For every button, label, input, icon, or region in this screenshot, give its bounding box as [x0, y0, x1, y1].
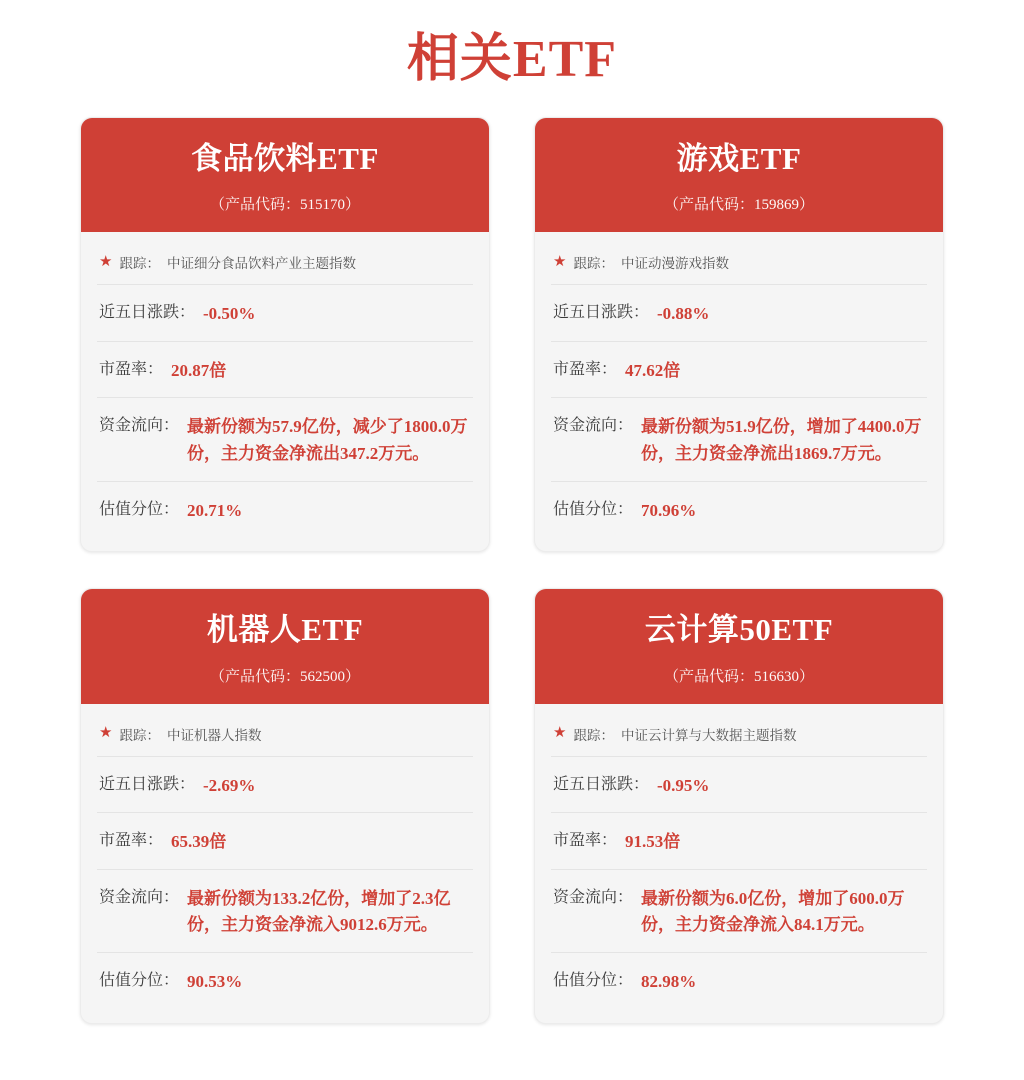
etf-track-value: 中证细分食品饮料产业主题指数: [166, 256, 356, 272]
etf-change-label: 近五日涨跌：: [553, 304, 650, 322]
etf-pe-row: [97, 342, 473, 399]
etf-track-row: [551, 710, 927, 757]
etf-valuation-row: [551, 953, 927, 1009]
etf-card[interactable]: [534, 117, 944, 552]
etf-pe-value: 47.62倍: [625, 360, 681, 380]
etf-code: （产品代码：562500）: [209, 668, 360, 685]
etf-valuation-value: 20.71%: [187, 500, 243, 520]
etf-flow-label: 资金流向：: [553, 417, 634, 435]
etf-flow-row: [551, 870, 927, 954]
etf-card[interactable]: [80, 588, 490, 1023]
etf-change-label: 近五日涨跌：: [553, 775, 650, 793]
etf-valuation-label: 估值分位：: [99, 972, 180, 990]
etf-valuation-label: 估值分位：: [553, 972, 634, 990]
etf-code: （产品代码：516630）: [663, 668, 814, 685]
etf-pe-row: [551, 813, 927, 870]
etf-card[interactable]: [80, 117, 490, 552]
etf-pe-value: 91.53倍: [625, 832, 681, 852]
etf-name: 机器人ETF: [206, 612, 364, 648]
etf-change-value: -0.50%: [203, 304, 256, 324]
etf-valuation-label: 估值分位：: [99, 500, 180, 518]
etf-flow-label: 资金流向：: [553, 888, 634, 906]
etf-card-body: [535, 232, 943, 551]
etf-track-row: [97, 238, 473, 285]
etf-track-row: [97, 710, 473, 757]
etf-valuation-value: 70.96%: [641, 500, 697, 520]
etf-name: 云计算50ETF: [644, 612, 834, 648]
etf-pe-value: 20.87倍: [171, 360, 227, 380]
etf-flow-value: 最新份额为51.9亿份，增加了4400.0万份，主力资金净流出1869.7万元。: [641, 417, 922, 463]
star-icon: ★: [99, 253, 113, 270]
etf-card-grid: [80, 117, 944, 1024]
etf-name: 食品饮料ETF: [191, 141, 379, 176]
etf-change-row: [551, 285, 927, 342]
etf-flow-label: 资金流向：: [99, 417, 180, 435]
etf-flow-row: [97, 870, 473, 954]
etf-change-row: [97, 757, 473, 814]
etf-flow-value: 最新份额为133.2亿份，增加了2.3亿份，主力资金净流入9012.6万元。: [187, 888, 451, 934]
etf-track-label: 跟踪：: [573, 727, 614, 743]
page-title: 相关ETF: [406, 31, 618, 88]
etf-flow-value: 最新份额为6.0亿份，增加了600.0万份，主力资金净流入84.1万元。: [641, 888, 905, 934]
star-icon: ★: [553, 725, 567, 742]
etf-change-value: -2.69%: [203, 775, 256, 795]
etf-valuation-label: 估值分位：: [553, 500, 634, 518]
etf-pe-label: 市盈率：: [99, 832, 164, 850]
etf-flow-row: [97, 398, 473, 482]
etf-track-label: 跟踪：: [573, 256, 614, 272]
etf-card-body: [535, 704, 943, 1023]
etf-track-row: [551, 238, 927, 285]
etf-track-label: 跟踪：: [119, 727, 160, 743]
etf-change-row: [97, 285, 473, 342]
etf-change-label: 近五日涨跌：: [99, 775, 196, 793]
etf-pe-label: 市盈率：: [99, 360, 164, 378]
etf-valuation-value: 90.53%: [187, 972, 243, 992]
etf-valuation-row: [551, 482, 927, 538]
etf-code: （产品代码：515170）: [209, 197, 360, 214]
etf-name: 游戏ETF: [676, 141, 802, 176]
etf-pe-row: [551, 342, 927, 399]
star-icon: ★: [99, 725, 113, 742]
etf-card[interactable]: [534, 588, 944, 1023]
etf-track-value: 中证云计算与大数据主题指数: [620, 727, 797, 743]
etf-card-body: [81, 704, 489, 1023]
etf-valuation-row: [97, 482, 473, 538]
etf-card-body: [81, 232, 489, 551]
etf-code: （产品代码：159869）: [663, 197, 814, 214]
etf-flow-row: [551, 398, 927, 482]
etf-pe-row: [97, 813, 473, 870]
etf-pe-value: 65.39倍: [171, 832, 227, 852]
etf-valuation-row: [97, 953, 473, 1009]
etf-track-value: 中证机器人指数: [166, 727, 262, 743]
etf-change-value: -0.95%: [657, 775, 710, 795]
etf-track-label: 跟踪：: [119, 256, 160, 272]
etf-card-header: [535, 589, 943, 703]
etf-pe-label: 市盈率：: [553, 832, 618, 850]
etf-track-value: 中证动漫游戏指数: [620, 256, 729, 272]
etf-change-row: [551, 757, 927, 814]
etf-flow-label: 资金流向：: [99, 888, 180, 906]
star-icon: ★: [553, 253, 567, 270]
etf-change-label: 近五日涨跌：: [99, 304, 196, 322]
etf-pe-label: 市盈率：: [553, 360, 618, 378]
etf-valuation-value: 82.98%: [641, 972, 697, 992]
etf-change-value: -0.88%: [657, 304, 710, 324]
etf-card-header: [535, 118, 943, 232]
etf-flow-value: 最新份额为57.9亿份，减少了1800.0万份，主力资金净流出347.2万元。: [187, 417, 468, 463]
etf-card-header: [81, 118, 489, 232]
etf-card-header: [81, 589, 489, 703]
